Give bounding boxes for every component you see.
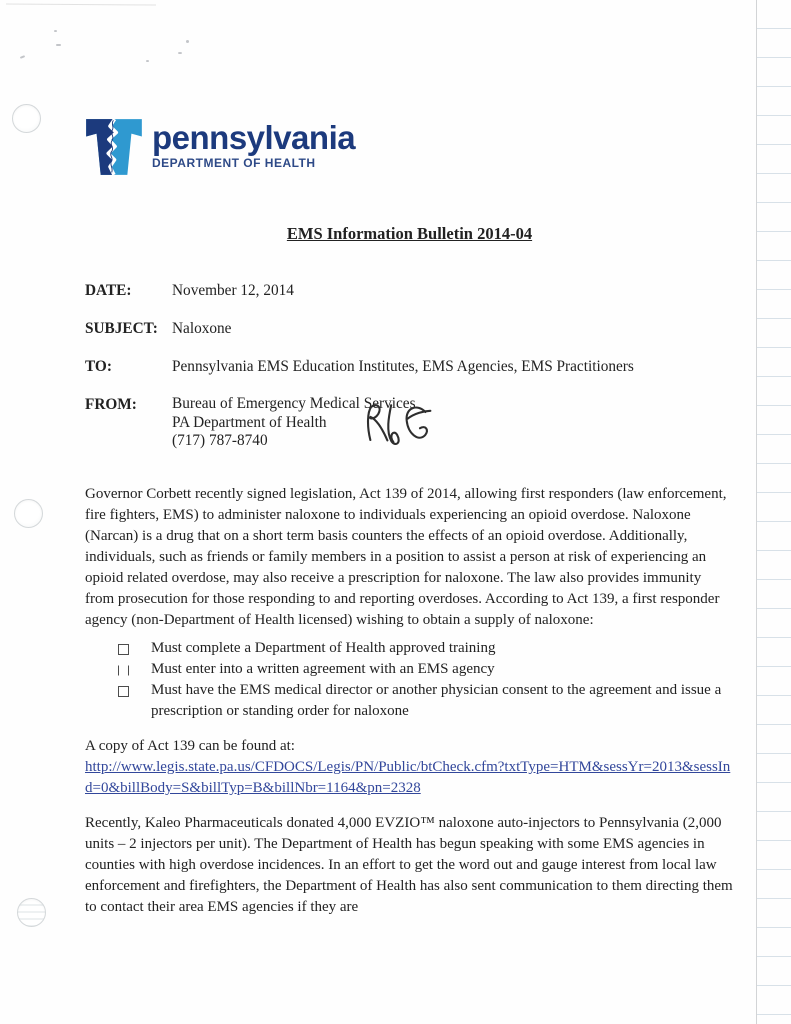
- date-row: [85, 281, 634, 301]
- act-copy-section: [85, 736, 731, 799]
- list-item-text: Must enter into a written agreement with an EMS agency: [151, 661, 495, 677]
- from-line-1: Bureau of Emergency Medical Services: [172, 395, 416, 412]
- ruled-paper-edge: [757, 0, 791, 1024]
- from-row: [85, 395, 634, 451]
- page-edge-line: [756, 0, 757, 1024]
- bulletin-body: [85, 484, 733, 918]
- paragraph-evzio: Recently, Kaleo Pharmaceuticals donated 4,000 EVZIO™ naloxone auto-injectors to Pennsylvania (2,000 units – 2 injectors per unit). The Department of Health has begun speaking with some EMS agencies in counties with high overdose incidences. In an effort to get the word out and gauge interest from local law enforcement and firefighters, the Department of Health has also sent communication to them directing them to contact their area EMS agencies if they are: [85, 815, 733, 915]
- keystone-caduceus-icon: [85, 113, 143, 181]
- pencil-mark: [20, 55, 25, 59]
- pa-doh-logo: [85, 113, 355, 181]
- requirements-list: [85, 638, 727, 722]
- from-line-3: (717) 787-8740: [172, 432, 268, 449]
- checkbox-bullet-icon: [118, 665, 129, 676]
- checkbox-bullet-icon: [118, 686, 129, 697]
- subject-label: SUBJECT:: [85, 320, 158, 337]
- to-value: Pennsylvania EMS Education Institutes, EMS Agencies, EMS Practitioners: [172, 358, 634, 375]
- bulletin-title: EMS Information Bulletin 2014-04: [286, 224, 533, 243]
- logo-org-name: pennsylvania: [152, 119, 356, 156]
- from-line-2: PA Department of Health: [172, 413, 327, 431]
- act139-link[interactable]: http://www.legis.state.pa.us/CFDOCS/Legis/PN/Public/btCheck.cfm?txtType=HTM&sessYr=2013&sessInd=0&billBody=S&billTyp=B&billNbr=1164&pn=2328: [85, 759, 731, 796]
- pencil-mark: [56, 44, 61, 46]
- subject-row: [85, 319, 634, 339]
- punch-hole: [17, 898, 46, 927]
- to-row: [85, 357, 634, 377]
- memo-header: [85, 281, 634, 469]
- punch-hole: [12, 104, 41, 133]
- list-item: [85, 638, 727, 659]
- pencil-mark: [54, 30, 57, 32]
- to-label: TO:: [85, 358, 112, 375]
- date-label: DATE:: [85, 282, 132, 299]
- signature-initials: [361, 398, 435, 461]
- logo-text: [152, 113, 355, 170]
- checkbox-bullet-icon: [118, 644, 129, 655]
- paragraph-act139: Governor Corbett recently signed legislation, Act 139 of 2014, allowing first responders (law enforcement, fire fighters, EMS) to administer naloxone to individuals experiencing an opioid overdose. Naloxone (Narcan) is a drug that on a short term basis counters the effects of an opioid overdose. Additionally, individuals, such as friends or family members in a position to assist a person at risk of experiencing an opioid related overdose, may also receive a prescription for naloxone. The law also provides immunity from prosecution for those responding to and reporting overdoses. According to Act 139, a first responder agency (non-Department of Health licensed) wishing to obtain a supply of naloxone:: [85, 486, 727, 628]
- list-item: [85, 680, 727, 722]
- pencil-mark: [186, 40, 189, 43]
- list-item: [85, 659, 727, 680]
- date-value: November 12, 2014: [172, 282, 294, 299]
- logo-dept-name: DEPARTMENT OF HEALTH: [152, 156, 316, 170]
- list-item-text: Must have the EMS medical director or another physician consent to the agreement and issue a prescription or standing order for naloxone: [151, 682, 722, 719]
- act-copy-intro: A copy of Act 139 can be found at:: [85, 738, 295, 754]
- scan-edge-artifact: [6, 3, 156, 5]
- punch-hole: [14, 499, 43, 528]
- from-label: FROM:: [85, 396, 137, 413]
- subject-value: Naloxone: [172, 320, 232, 337]
- pencil-mark: [146, 60, 149, 62]
- list-item-text: Must complete a Department of Health approved training: [151, 640, 496, 656]
- pencil-mark: [178, 52, 182, 54]
